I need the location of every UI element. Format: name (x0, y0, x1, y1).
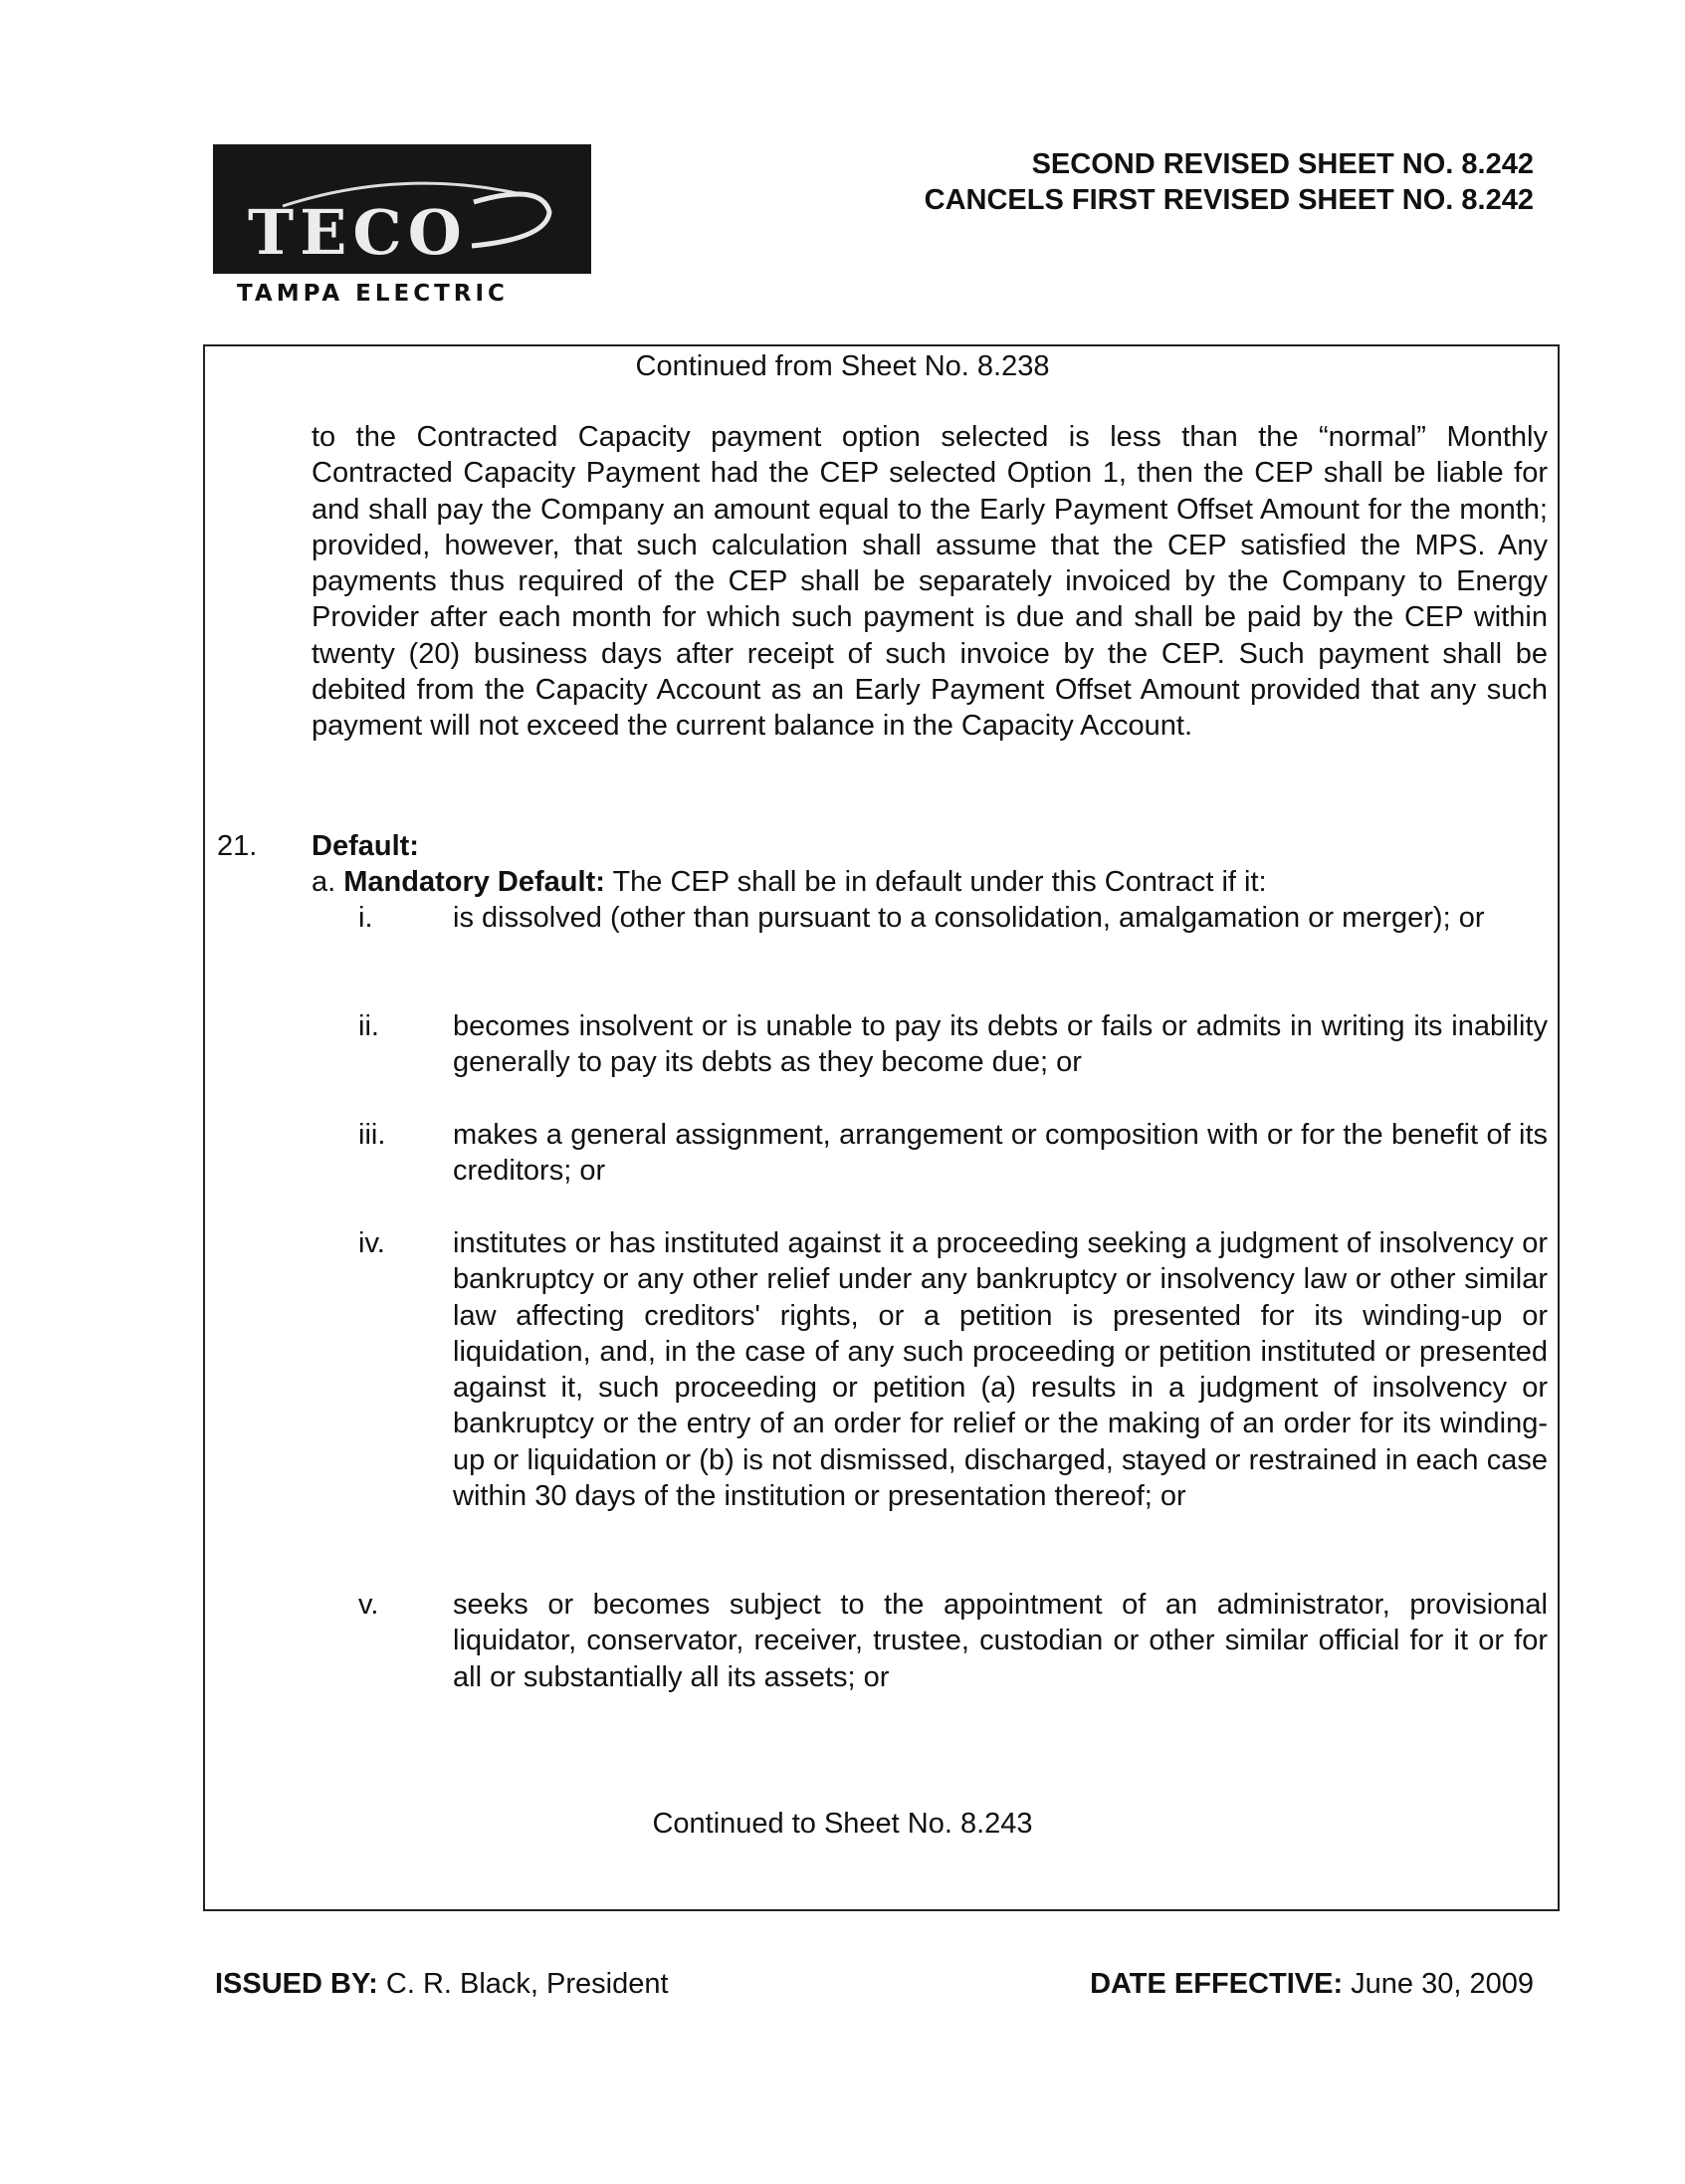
continued-from: Continued from Sheet No. 8.238 (635, 350, 1050, 382)
item-number: v. (358, 1589, 379, 1621)
continued-to: Continued to Sheet No. 8.243 (652, 1808, 1033, 1840)
item-number: iv. (358, 1227, 385, 1259)
subsection-a (312, 864, 1267, 900)
item-text: makes a general assignment, arrangement or composition with or for the benefit of its creditors; or (453, 1119, 1548, 1188)
item-number: i. (358, 902, 373, 934)
date-effective (1090, 1968, 1534, 2001)
subsection-title: Mandatory Default: (343, 866, 605, 898)
item-number: iii. (358, 1119, 386, 1151)
item-text: institutes or has instituted against it a proceeding seeking a judgment of insolvency or bankruptcy or any other relief under any bankruptcy or insolvency law or other similar law affecting creditors' rights, or a petition is presented for its winding-up or liquidation, and, in the case of any such proceeding or petition instituted or presented against it, such proceeding or petition (a) results in a judgment of insolvency or bankruptcy or the entry of an order for relief or the making of an order for its winding-up or liquidation or (b) is not dismissed, discharged, stayed or restrained in each case within 30 days of the institution or presentation thereof; or (453, 1227, 1548, 1513)
section-number: 21. (217, 830, 258, 862)
issued-by-value: C. R. Black, President (385, 1968, 669, 2000)
item-text: is dissolved (other than pursuant to a consolidation, amalgamation or merger); or (453, 902, 1485, 934)
section-title: Default: (312, 830, 419, 862)
issued-by (215, 1968, 669, 2001)
teco-logo (213, 144, 591, 274)
sheet-number-line2: CANCELS FIRST REVISED SHEET NO. 8.242 (924, 184, 1534, 216)
sheet-number-line1: SECOND REVISED SHEET NO. 8.242 (1031, 148, 1534, 180)
date-effective-label: DATE EFFECTIVE: (1090, 1968, 1344, 2000)
item-number: ii. (358, 1010, 379, 1042)
sheet-number-block (925, 146, 1534, 218)
item-text: becomes insolvent or is unable to pay its debts or fails or admits in writing its inability generally to pay its debts as they become due; or (453, 1010, 1548, 1079)
subsection-label: a. (312, 866, 336, 898)
issued-by-label: ISSUED BY: (215, 1968, 378, 2000)
logo-subtitle: TAMPA ELECTRIC (237, 281, 509, 307)
intro-paragraph: to the Contracted Capacity payment option selected is less than the “normal” Monthly Contracted Capacity Payment had the CEP selected Option 1, then the CEP shall be liable for and shall pay the Company an amount equal to the Early Payment Offset Amount for the month; provided, however, that such calculation shall assume that the CEP satisfied the MPS. Any payments thus required of the CEP shall be separately invoiced by the Company to Energy Provider after each month for which such payment is due and shall be paid by the CEP within twenty (20) business days after receipt of such invoice by the CEP. Such payment shall be debited from the Capacity Account as an Early Payment Offset Amount provided that any such payment will not exceed the current balance in the Capacity Account. (312, 421, 1548, 743)
subsection-text: The CEP shall be in default under this Contract if it: (612, 866, 1267, 898)
item-text: seeks or becomes subject to the appointment of an administrator, provisional liquidator, conservator, receiver, trustee, custodian or other similar official for it or for all or substantially all its assets; or (453, 1589, 1548, 1693)
date-effective-value: June 30, 2009 (1351, 1968, 1534, 2000)
teco-logo-text: TECO (248, 196, 468, 269)
teco-logo-mark (213, 144, 591, 274)
